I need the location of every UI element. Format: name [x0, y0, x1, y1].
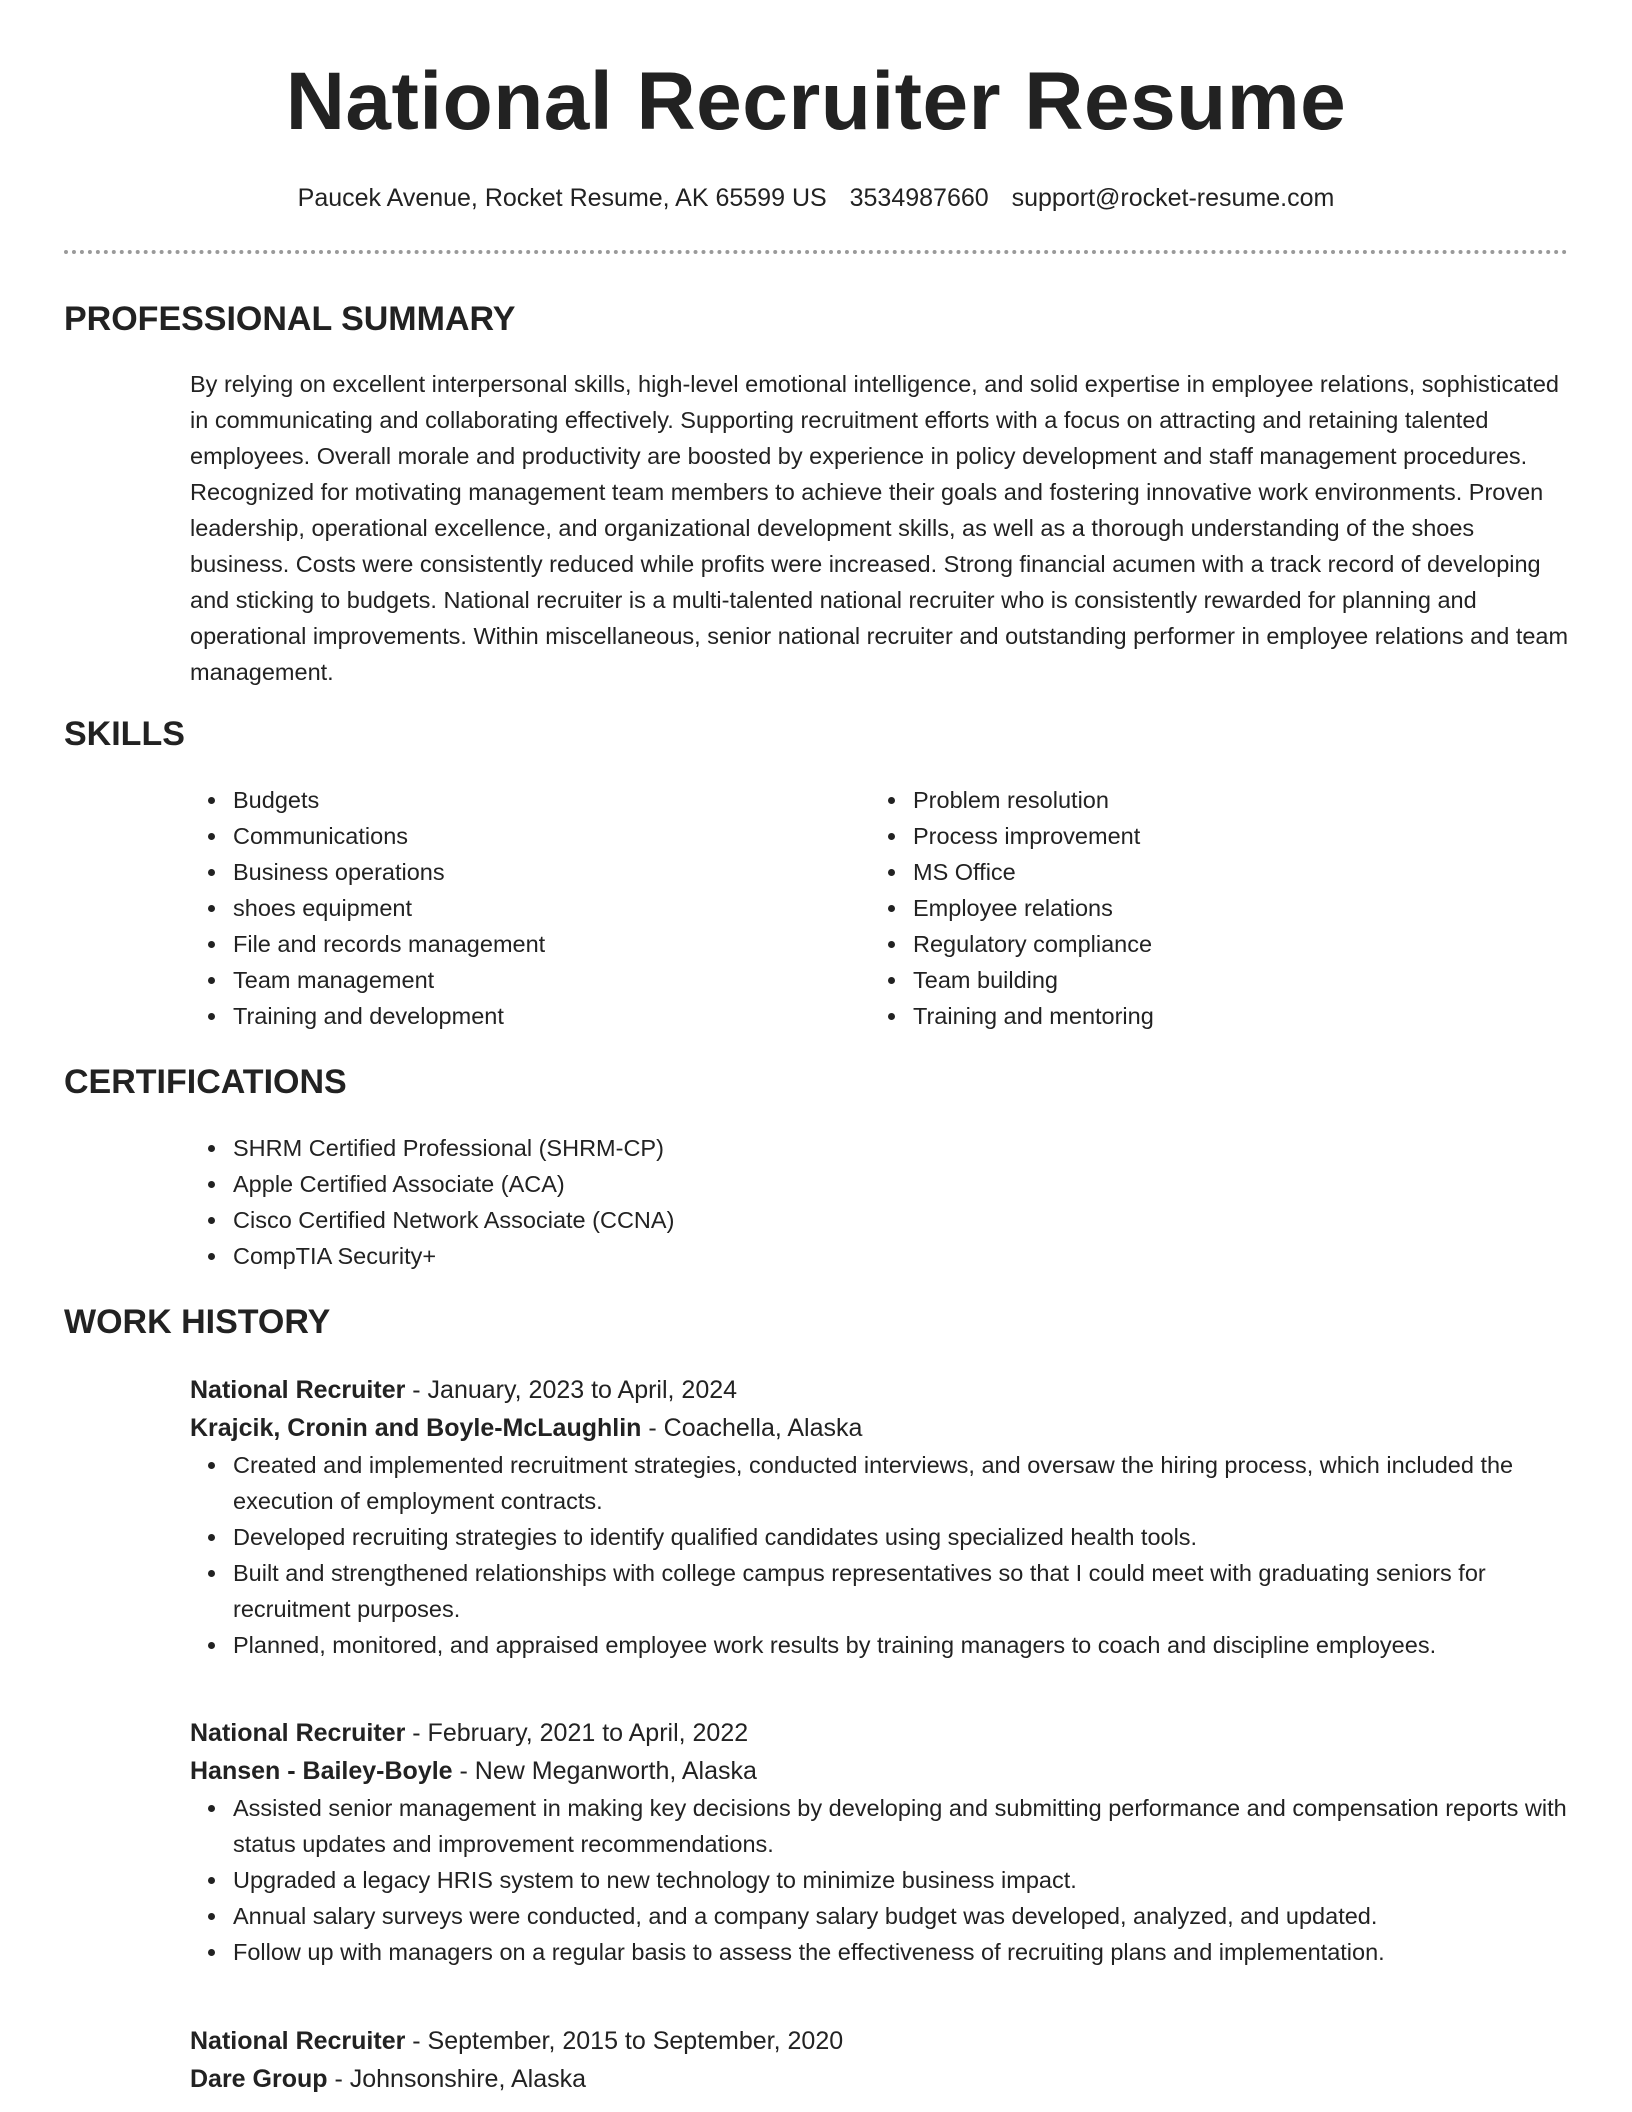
skill-item: File and records management [190, 926, 830, 962]
job-title: National Recruiter [190, 1376, 406, 1404]
skill-item: Employee relations [870, 890, 1510, 926]
skills-heading: SKILLS [64, 715, 185, 753]
job-title-line [190, 2022, 1570, 2060]
skill-item: Process improvement [870, 818, 1510, 854]
header-divider [64, 250, 1568, 254]
skill-item: Communications [190, 818, 830, 854]
job-company-line [190, 2060, 1570, 2098]
summary-heading: PROFESSIONAL SUMMARY [64, 300, 516, 338]
job-duty-item: Upgraded a legacy HRIS system to new technology to minimize business impact. [190, 1862, 1570, 1898]
job-duty-item: Built and strengthened relationships with college campus representatives so that I could meet with graduating seniors for recruitment purposes. [190, 1555, 1570, 1627]
job-duty-item: Assisted senior management in making key decisions by developing and submitting performance and compensation reports with status updates and improvement recommendations. [190, 1790, 1570, 1862]
certification-item: SHRM Certified Professional (SHRM-CP) [190, 1130, 1090, 1166]
skill-item: Budgets [190, 782, 830, 818]
job-duty-item: Developed recruiting strategies to identify qualified candidates using specialized health tools. [190, 1519, 1570, 1555]
job-title-line [190, 1714, 1570, 1752]
certification-item: CompTIA Security+ [190, 1238, 1090, 1274]
skills-list-right [870, 782, 1510, 1034]
skills-list-left [190, 782, 830, 1034]
job-duty-item: Created and implemented recruitment strategies, conducted interviews, and oversaw the hiring process, which included the execution of employment contracts. [190, 1447, 1570, 1519]
job-dates: - February, 2021 to April, 2022 [405, 1719, 749, 1747]
certification-item: Cisco Certified Network Associate (CCNA) [190, 1202, 1090, 1238]
job-duty-item: Follow up with managers on a regular basis to assess the effectiveness of recruiting plans and implementation. [190, 1934, 1570, 1970]
job-location: - Coachella, Alaska [641, 1414, 863, 1442]
job-duties-list [190, 1790, 1570, 1970]
skill-item: Training and mentoring [870, 998, 1510, 1034]
skill-item: shoes equipment [190, 890, 830, 926]
job-company: Krajcik, Cronin and Boyle-McLaughlin [190, 1414, 642, 1442]
contact-phone: 3534987660 [849, 184, 989, 212]
job-location: - New Meganworth, Alaska [452, 1757, 757, 1785]
job-title: National Recruiter [190, 1719, 406, 1747]
skill-item: Team building [870, 962, 1510, 998]
skill-item: Business operations [190, 854, 830, 890]
skill-item: Training and development [190, 998, 830, 1034]
job-duty-item: Planned, monitored, and appraised employee work results by training managers to coach and discipline employees. [190, 1627, 1570, 1663]
certification-item: Apple Certified Associate (ACA) [190, 1166, 1090, 1202]
skill-item: Team management [190, 962, 830, 998]
contact-address: Paucek Avenue, Rocket Resume, AK 65599 US [297, 184, 827, 212]
job-company: Dare Group [190, 2065, 328, 2093]
job-entry [190, 1371, 1570, 1663]
contact-email: support@rocket-resume.com [1011, 184, 1335, 212]
summary-text: By relying on excellent interpersonal skills, high-level emotional intelligence, and solid expertise in employee relations, sophisticated in communicating and collaborating effectively. Supporting recruitment efforts with a focus on attracting and retaining talented employees. Overall morale and productivity are boosted by experience in policy development and staff management procedures. Recognized for motivating management team members to achieve their goals and fostering innovative work environments. Proven leadership, operational excellence, and organizational development skills, as well as a thorough understanding of the shoes business. Costs were consistently reduced while profits were increased. Strong financial acumen with a track record of developing and sticking to budgets. National recruiter is a multi-talented national recruiter who is consistently rewarded for planning and operational improvements. Within miscellaneous, senior national recruiter and outstanding performer in employee relations and team management. [190, 371, 1569, 685]
job-company: Hansen - Bailey-Boyle [190, 1757, 453, 1785]
job-dates: - January, 2023 to April, 2024 [405, 1376, 738, 1404]
page-title: National Recruiter Resume [285, 56, 1347, 147]
job-company-line [190, 1409, 1570, 1447]
job-dates: - September, 2015 to September, 2020 [405, 2027, 844, 2055]
job-location: - Johnsonshire, Alaska [327, 2065, 587, 2093]
job-title-line [190, 1371, 1570, 1409]
certifications-list [190, 1130, 1090, 1274]
certifications-heading: CERTIFICATIONS [64, 1063, 347, 1101]
skill-item: MS Office [870, 854, 1510, 890]
contact-line [0, 180, 1632, 216]
skill-item: Problem resolution [870, 782, 1510, 818]
job-entry [190, 2022, 1570, 2098]
job-title: National Recruiter [190, 2027, 406, 2055]
skill-item: Regulatory compliance [870, 926, 1510, 962]
job-duties-list [190, 1447, 1570, 1663]
work-history-heading: WORK HISTORY [64, 1303, 331, 1341]
job-entry [190, 1714, 1570, 1970]
job-company-line [190, 1752, 1570, 1790]
job-duty-item: Annual salary surveys were conducted, and a company salary budget was developed, analyzed, and updated. [190, 1898, 1570, 1934]
